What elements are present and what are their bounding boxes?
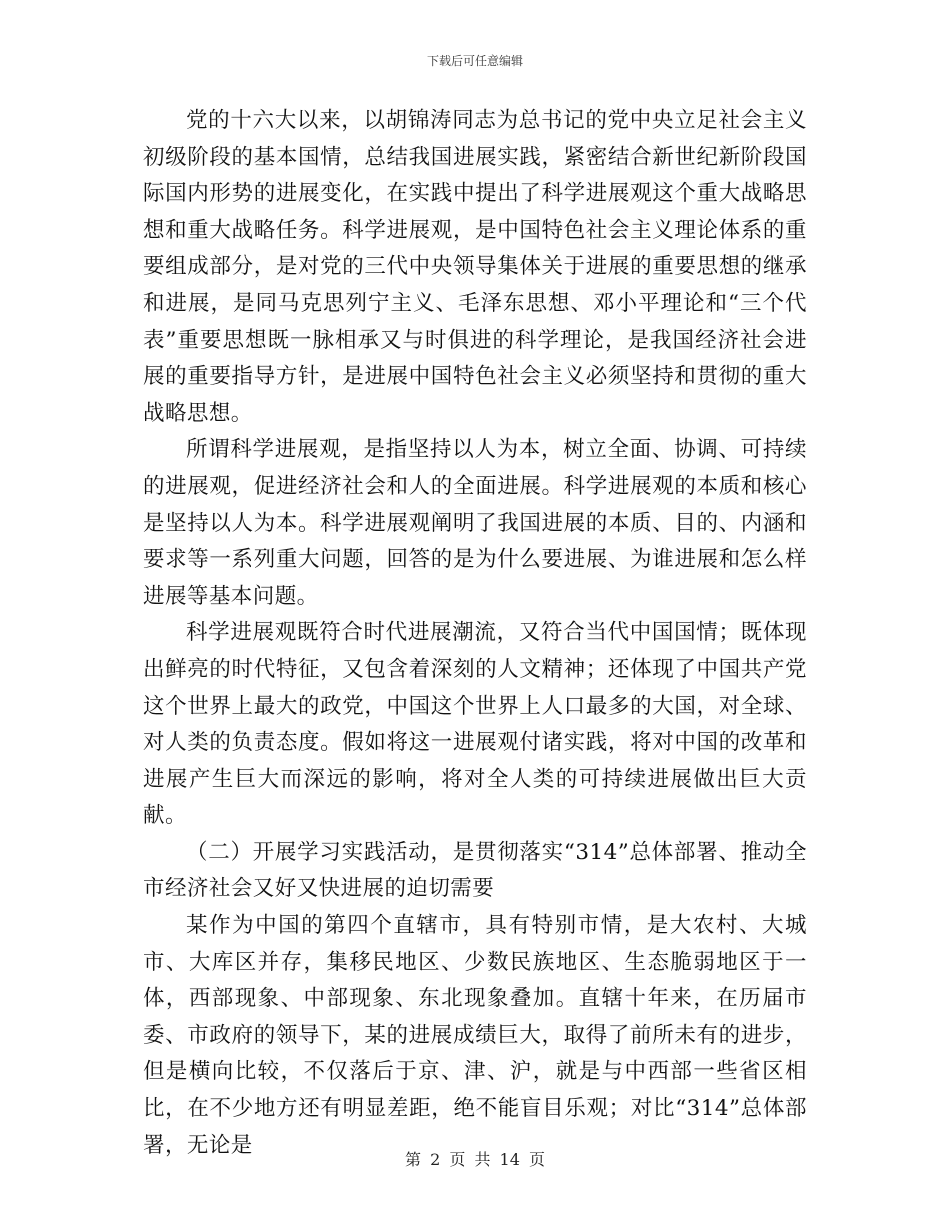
page-header-note: 下载后可任意编辑 (426, 54, 523, 68)
page-number: 第 2 页 共 14 页 (405, 1150, 545, 1169)
paragraph-4: 某作为中国的第四个直辖市，具有特别市情，是大农村、大城市、大库区并存，集移民地区、少数民族地区、生态脆弱地区于一体，西部现象、中部现象、东北现象叠加。直辖十年来，在历届市委、市政府的领导下，某的进展成绩巨大，取得了前所未有的进步，但是横向比较，不仅落后于京、津、沪，就是与中西部一些省区相比，在不少地方还有明显差距，绝不能盲目乐观；对比“314”总体部署，无论是 (143, 913, 807, 1158)
paragraph-2: 所谓科学进展观，是指坚持以人为本，树立全面、协调、可持续的进展观，促进经济社会和人的全面进展。科学进展观的本质和核心是坚持以人为本。科学进展观阐明了我国进展的本质、目的、内涵和要求等一系列重大问题，回答的是为什么要进展、为谁进展和怎么样进展等基本问题。 (143, 437, 807, 609)
paragraph-1: 党的十六大以来，以胡锦涛同志为总书记的党中央立足社会主义初级阶段的基本国情，总结我国进展实践，紧密结合新世纪新阶段国际国内形势的进展变化，在实践中提出了科学进展观这个重大战略思想和重大战略任务。科学进展观，是中国特色社会主义理论体系的重要组成部分，是对党的三代中央领导集体关于进展的重要思想的继承和进展，是同马克思列宁主义、毛泽东思想、邓小平理论和“三个代表”重要思想既一脉相承又与时俱进的科学理论，是我国经济社会进展的重要指导方针，是进展中国特色社会主义必须坚持和贯彻的重大战略思想。 (143, 108, 807, 426)
paragraph-3: 科学进展观既符合时代进展潮流，又符合当代中国国情；既体现出鲜亮的时代特征，又包含着深刻的人文精神；还体现了中国共产党这个世界上最大的政党，中国这个世界上人口最多的大国，对全球、对人类的负责态度。假如将这一进展观付诸实践，将对中国的改革和进展产生巨大而深远的影响，将对全人类的可持续进展做出巨大贡献。 (143, 620, 807, 829)
section-heading: （二）开展学习实践活动，是贯彻落实“314”总体部署、推动全市经济社会又好又快进展的迫切需要 (143, 839, 807, 902)
document-body (143, 103, 807, 1164)
